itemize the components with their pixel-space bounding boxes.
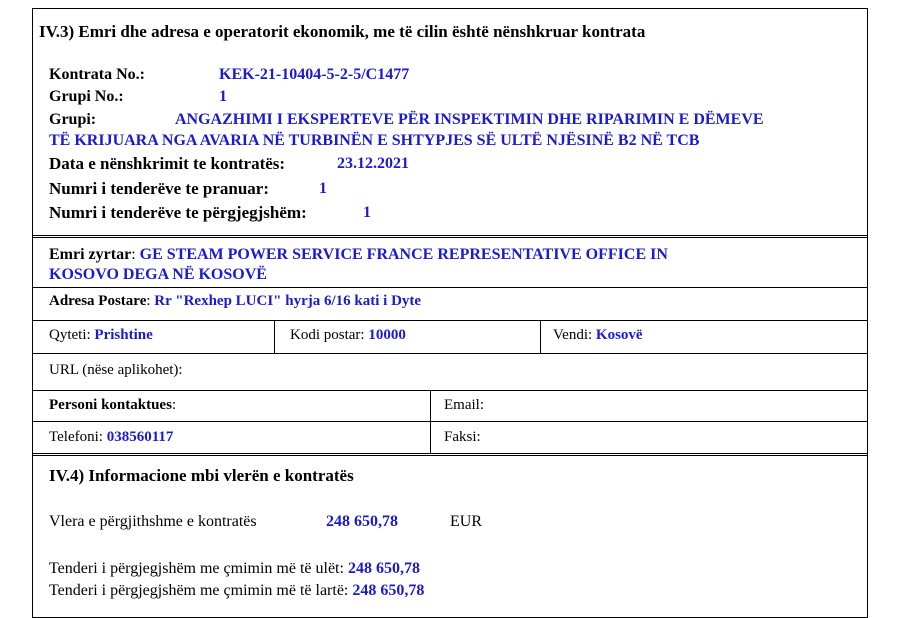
divider [33, 390, 867, 391]
email-label: Email: [444, 397, 484, 413]
contract-notice-form [32, 8, 868, 618]
tenders-responsive-value: 1 [363, 204, 371, 221]
sign-date-label: Data e nënshkrimit te kontratës: [49, 154, 286, 173]
postal-code-value: 10000 [368, 327, 406, 343]
highest-price-row [49, 583, 424, 599]
section-4-title: IV.4) Informacione mbi vlerën e kontratës [49, 466, 354, 485]
url-label: URL (nëse aplikohet): [49, 362, 183, 378]
postal-address-value: Rr "Rexhep LUCI" hyrja 6/16 kati i Dyte [154, 293, 422, 309]
group-label: Grupi: [49, 111, 97, 128]
divider [33, 320, 867, 321]
group-value-line2: TË KRIJUARA NGA AVARIA NË TURBINËN E SHTYPJES SË ULTË NJËSINË B2 NË TCB [49, 132, 700, 149]
contact-label: Personi kontaktues [49, 397, 172, 413]
official-name-label: Emri zyrtar [49, 246, 132, 263]
currency: EUR [450, 513, 482, 530]
city-label: Qyteti: [49, 327, 91, 343]
city-value: Prishtine [94, 327, 153, 343]
lowest-price-value: 248 650,78 [347, 560, 420, 577]
lowest-price-label: Tenderi i përgjegjshëm me çmimin më të ulët: [49, 560, 344, 577]
divider [274, 320, 275, 353]
divider [33, 453, 867, 454]
fax-label: Faksi: [444, 429, 481, 445]
group-value-line1: ANGAZHIMI I EKSPERTEVE PËR INSPEKTIMIN DHE RIPARIMIN E DËMEVE [175, 111, 764, 128]
tenders-received-label: Numri i tenderëve te pranuar: [49, 179, 270, 198]
divider [33, 455, 867, 456]
group-no-label: Grupi No.: [49, 88, 124, 105]
country-value: Kosovë [595, 327, 643, 343]
postal-code-cell [290, 328, 406, 343]
phone-value: 038560117 [106, 429, 174, 445]
lowest-price-row [49, 561, 420, 577]
country-cell [553, 328, 643, 343]
divider [540, 320, 541, 353]
phone-cell [49, 430, 173, 445]
highest-price-value: 248 650,78 [352, 582, 425, 599]
divider [33, 353, 867, 354]
highest-price-label: Tenderi i përgjegjshëm me çmimin më të lartë: [49, 582, 349, 599]
divider [430, 390, 431, 453]
total-value-label: Vlera e përgjithshme e kontratës [49, 513, 257, 530]
group-no-value: 1 [219, 88, 227, 105]
divider [33, 287, 867, 288]
contract-no-value: KEK-21-10404-5-2-5/C1477 [219, 66, 410, 83]
divider [33, 237, 867, 238]
contact-cell: Personi kontaktues: [49, 397, 177, 413]
section-3-title: IV.3) Emri dhe adresa e operatorit ekonomik, me të cilin është nënshkruar kontrata [39, 22, 646, 41]
divider [33, 421, 867, 422]
sign-date-value: 23.12.2021 [337, 155, 409, 172]
postal-address-label: Adresa Postare [49, 293, 147, 309]
postal-address-row: Adresa Postare: Rr "Rexhep LUCI" hyrja 6/16 kati i Dyte [49, 293, 422, 309]
tenders-responsive-label: Numri i tenderëve te përgjegjshëm: [49, 203, 307, 222]
contract-no-label: Kontrata No.: [49, 66, 145, 83]
total-value: 248 650,78 [326, 513, 398, 530]
official-name-value: GE STEAM POWER SERVICE FRANCE REPRESENTATIVE OFFICE IN [139, 246, 668, 263]
city-cell [49, 328, 153, 343]
phone-label: Telefoni: [49, 429, 103, 445]
official-name-row: Emri zyrtar: GE STEAM POWER SERVICE FRANCE REPRESENTATIVE OFFICE IN [49, 246, 668, 263]
divider [33, 235, 867, 236]
postal-code-label: Kodi postar: [290, 327, 365, 343]
official-name-line2: KOSOVO DEGA NË KOSOVË [49, 266, 267, 283]
tenders-received-value: 1 [319, 180, 327, 197]
country-label: Vendi: [553, 327, 593, 343]
